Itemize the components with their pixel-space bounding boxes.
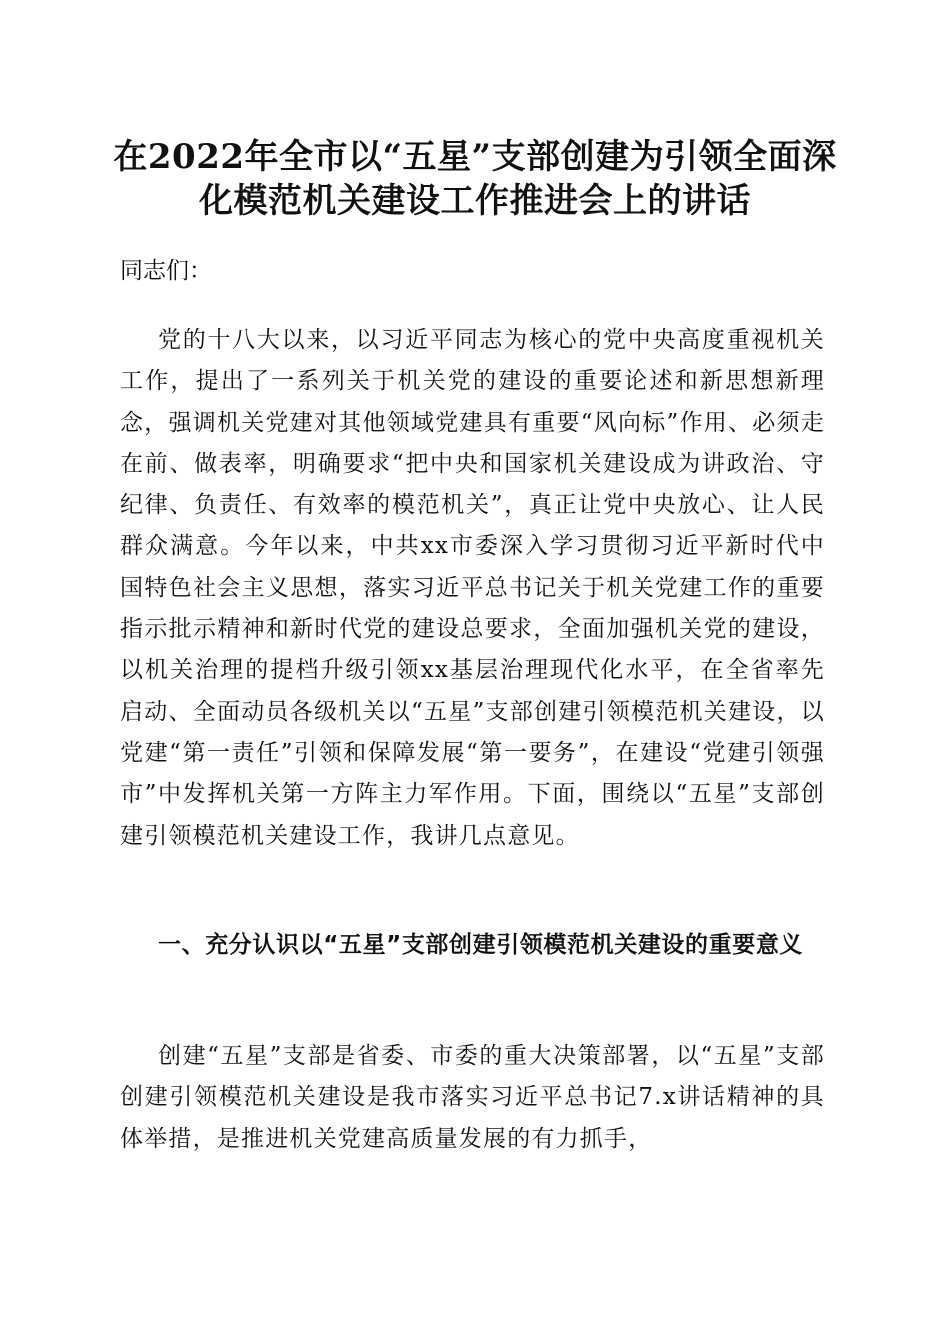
paragraph-section-1: 创建“五星”支部是省委、市委的重大决策部署，以“五星”支部创建引领模范机关建设是我市落实习近平总书记7.x讲话精神的具体举措，是推进机关党建高质量发展的有力抓手， <box>120 1043 825 1152</box>
document-title: 在2022年全市以“五星”支部创建为引领全面深化模范机关建设工作推进会上的讲话 <box>113 137 837 221</box>
section-heading-1: 一、充分认识以“五星”支部创建引领模范机关建设的重要意义 <box>158 932 804 958</box>
paragraph-intro: 党的十八大以来，以习近平同志为核心的党中央高度重视机关工作，提出了一系列关于机关党的建设的重要论述和新思想新理念，强调机关党建对其他领域党建具有重要“风向标”作用、必须走在前、做表率，明确要求“把中央和国家机关建设成为讲政治、守纪律、负责任、有效率的模范机关”，真正让党中央放心、让人民群众满意。今年以来，中共xx市委深入学习贯彻习近平新时代中国特色社会主义思想，落实习近平总书记关于机关党建工作的重要指示批示精神和新时代党的建设总要求，全面加强机关党的建设，以机关治理的提档升级引领xx基层治理现代化水平，在全省率先启动、全面动员各级机关以“五星”支部创建引领模范机关建设，以党建“第一责任”引领和保障发展“第一要务”，在建设“党建引领强市”中发挥机关第一方阵主力军作用。下面，围绕以“五星”支部创建引领模范机关建设工作，我讲几点意见。 <box>120 327 825 849</box>
salutation: 同志们： <box>120 258 212 284</box>
